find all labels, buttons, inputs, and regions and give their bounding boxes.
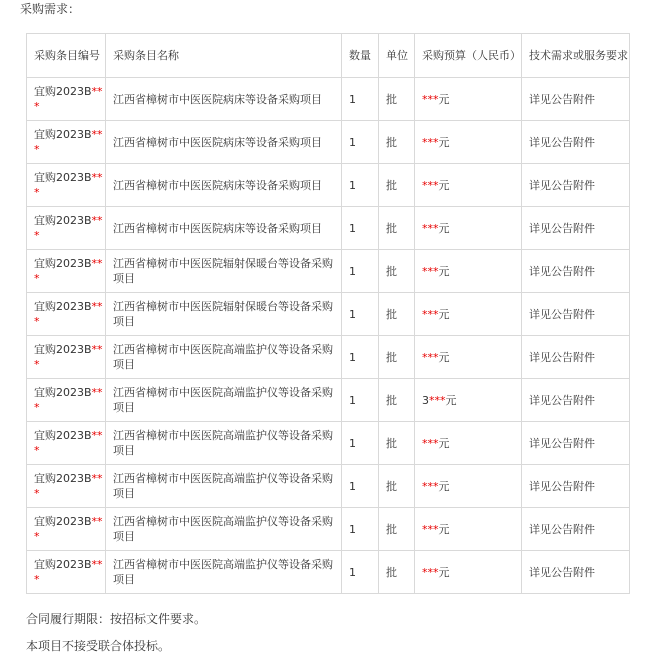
item-requirements: 详见公告附件 [522, 293, 630, 336]
item-requirements: 详见公告附件 [522, 379, 630, 422]
item-code-prefix: 宜购2023B [34, 515, 92, 528]
item-unit: 批 [379, 121, 415, 164]
item-budget [415, 164, 522, 207]
item-code-tail: * [34, 358, 40, 371]
item-code-tail: * [34, 315, 40, 328]
table-row [27, 336, 630, 379]
item-name: 江西省樟树市中医医院高端监护仪等设备采购项目 [106, 379, 342, 422]
item-name: 江西省樟树市中医医院高端监护仪等设备采购项目 [106, 465, 342, 508]
item-name: 江西省樟树市中医医院高端监护仪等设备采购项目 [106, 422, 342, 465]
item-code [27, 422, 106, 465]
item-unit: 批 [379, 250, 415, 293]
item-budget [415, 379, 522, 422]
table-row [27, 551, 630, 594]
item-unit: 批 [379, 465, 415, 508]
item-code [27, 551, 106, 594]
item-code-mask: ** [91, 85, 103, 98]
budget-suffix: 元 [438, 350, 450, 364]
item-budget [415, 422, 522, 465]
item-name: 江西省樟树市中医医院病床等设备采购项目 [106, 78, 342, 121]
item-unit: 批 [379, 207, 415, 250]
item-code-prefix: 宜购2023B [34, 171, 92, 184]
budget-mask: *** [422, 565, 439, 579]
consortium-note: 本项目不接受联合体投标。 [26, 639, 171, 653]
item-qty: 1 [342, 121, 379, 164]
item-qty: 1 [342, 465, 379, 508]
item-code-tail: * [34, 573, 40, 586]
budget-mask: *** [422, 350, 439, 364]
item-code [27, 379, 106, 422]
item-qty: 1 [342, 293, 379, 336]
table-row [27, 121, 630, 164]
item-code-prefix: 宜购2023B [34, 429, 92, 442]
budget-suffix: 元 [438, 178, 450, 192]
item-requirements: 详见公告附件 [522, 336, 630, 379]
table-body [27, 78, 630, 594]
item-code-prefix: 宜购2023B [34, 343, 92, 356]
table-row [27, 508, 630, 551]
budget-suffix: 元 [438, 522, 450, 536]
item-code [27, 121, 106, 164]
item-unit: 批 [379, 422, 415, 465]
item-name: 江西省樟树市中医医院辐射保暖台等设备采购项目 [106, 293, 342, 336]
item-budget [415, 78, 522, 121]
budget-mask: *** [422, 436, 439, 450]
table-row [27, 78, 630, 121]
item-name: 江西省樟树市中医医院高端监护仪等设备采购项目 [106, 336, 342, 379]
item-code-mask: ** [91, 558, 103, 571]
item-code-prefix: 宜购2023B [34, 300, 92, 313]
item-code-tail: * [34, 401, 40, 414]
item-code-prefix: 宜购2023B [34, 472, 92, 485]
table-row [27, 207, 630, 250]
item-unit: 批 [379, 379, 415, 422]
item-code [27, 508, 106, 551]
procurement-table [26, 33, 630, 594]
item-code-prefix: 宜购2023B [34, 128, 92, 141]
table-row [27, 250, 630, 293]
item-code-mask: ** [91, 515, 103, 528]
item-name: 江西省樟树市中医医院病床等设备采购项目 [106, 207, 342, 250]
item-code [27, 78, 106, 121]
item-code-tail: * [34, 143, 40, 156]
item-code-prefix: 宜购2023B [34, 558, 92, 571]
item-requirements: 详见公告附件 [522, 78, 630, 121]
item-qty: 1 [342, 250, 379, 293]
table-row [27, 422, 630, 465]
budget-suffix: 元 [438, 479, 450, 493]
item-unit: 批 [379, 336, 415, 379]
budget-suffix: 元 [438, 436, 450, 450]
item-code-tail: * [34, 530, 40, 543]
table-header-row [27, 34, 630, 78]
budget-mask: *** [422, 264, 439, 278]
header-unit: 单位 [379, 34, 415, 78]
item-code [27, 250, 106, 293]
item-code-tail: * [34, 100, 40, 113]
contract-period-note: 合同履行期限：按招标文件要求。 [26, 612, 207, 626]
item-code [27, 207, 106, 250]
item-budget [415, 293, 522, 336]
item-requirements: 详见公告附件 [522, 422, 630, 465]
item-code-mask: ** [91, 214, 103, 227]
item-code [27, 336, 106, 379]
budget-mask: *** [422, 135, 439, 149]
item-code-mask: ** [91, 429, 103, 442]
header-budget: 采购预算（人民币） [415, 34, 522, 78]
item-qty: 1 [342, 422, 379, 465]
item-budget [415, 336, 522, 379]
item-qty: 1 [342, 508, 379, 551]
item-qty: 1 [342, 78, 379, 121]
budget-prefix: 3 [422, 393, 429, 407]
item-name: 江西省樟树市中医医院高端监护仪等设备采购项目 [106, 551, 342, 594]
table-row [27, 164, 630, 207]
item-qty: 1 [342, 207, 379, 250]
budget-suffix: 元 [445, 393, 457, 407]
budget-mask: *** [422, 479, 439, 493]
item-requirements: 详见公告附件 [522, 551, 630, 594]
item-code-mask: ** [91, 472, 103, 485]
item-unit: 批 [379, 293, 415, 336]
header-code: 采购条目编号 [27, 34, 106, 78]
item-code-mask: ** [91, 171, 103, 184]
table-row [27, 465, 630, 508]
item-qty: 1 [342, 164, 379, 207]
item-budget [415, 465, 522, 508]
budget-mask: *** [422, 178, 439, 192]
budget-mask: *** [422, 522, 439, 536]
item-budget [415, 207, 522, 250]
item-code-prefix: 宜购2023B [34, 257, 92, 270]
item-code-prefix: 宜购2023B [34, 386, 92, 399]
item-requirements: 详见公告附件 [522, 207, 630, 250]
item-requirements: 详见公告附件 [522, 250, 630, 293]
item-budget [415, 551, 522, 594]
budget-suffix: 元 [438, 92, 450, 106]
item-requirements: 详见公告附件 [522, 121, 630, 164]
item-code-mask: ** [91, 343, 103, 356]
item-name: 江西省樟树市中医医院高端监护仪等设备采购项目 [106, 508, 342, 551]
item-code [27, 164, 106, 207]
item-qty: 1 [342, 551, 379, 594]
item-name: 江西省樟树市中医医院辐射保暖台等设备采购项目 [106, 250, 342, 293]
budget-mask: *** [422, 92, 439, 106]
item-requirements: 详见公告附件 [522, 508, 630, 551]
item-code-tail: * [34, 444, 40, 457]
item-code-mask: ** [91, 300, 103, 313]
item-budget [415, 508, 522, 551]
item-code [27, 293, 106, 336]
item-budget [415, 250, 522, 293]
item-code-tail: * [34, 186, 40, 199]
table-row [27, 379, 630, 422]
item-unit: 批 [379, 78, 415, 121]
item-code-tail: * [34, 487, 40, 500]
table-row [27, 293, 630, 336]
budget-mask: *** [422, 221, 439, 235]
item-code-prefix: 宜购2023B [34, 214, 92, 227]
budget-suffix: 元 [438, 264, 450, 278]
item-unit: 批 [379, 551, 415, 594]
section-heading: 采购需求： [20, 2, 81, 16]
item-code-mask: ** [91, 257, 103, 270]
budget-suffix: 元 [438, 221, 450, 235]
header-requirements: 技术需求或服务要求 [522, 34, 630, 78]
item-name: 江西省樟树市中医医院病床等设备采购项目 [106, 164, 342, 207]
item-code-prefix: 宜购2023B [34, 85, 92, 98]
item-code-mask: ** [91, 386, 103, 399]
budget-suffix: 元 [438, 135, 450, 149]
header-qty: 数量 [342, 34, 379, 78]
item-code-tail: * [34, 272, 40, 285]
item-qty: 1 [342, 379, 379, 422]
budget-mask: *** [429, 393, 446, 407]
item-code-tail: * [34, 229, 40, 242]
item-unit: 批 [379, 508, 415, 551]
item-qty: 1 [342, 336, 379, 379]
item-name: 江西省樟树市中医医院病床等设备采购项目 [106, 121, 342, 164]
item-requirements: 详见公告附件 [522, 164, 630, 207]
budget-suffix: 元 [438, 565, 450, 579]
item-code-mask: ** [91, 128, 103, 141]
item-requirements: 详见公告附件 [522, 465, 630, 508]
budget-suffix: 元 [438, 307, 450, 321]
item-unit: 批 [379, 164, 415, 207]
header-name: 采购条目名称 [106, 34, 342, 78]
item-code [27, 465, 106, 508]
item-budget [415, 121, 522, 164]
budget-mask: *** [422, 307, 439, 321]
